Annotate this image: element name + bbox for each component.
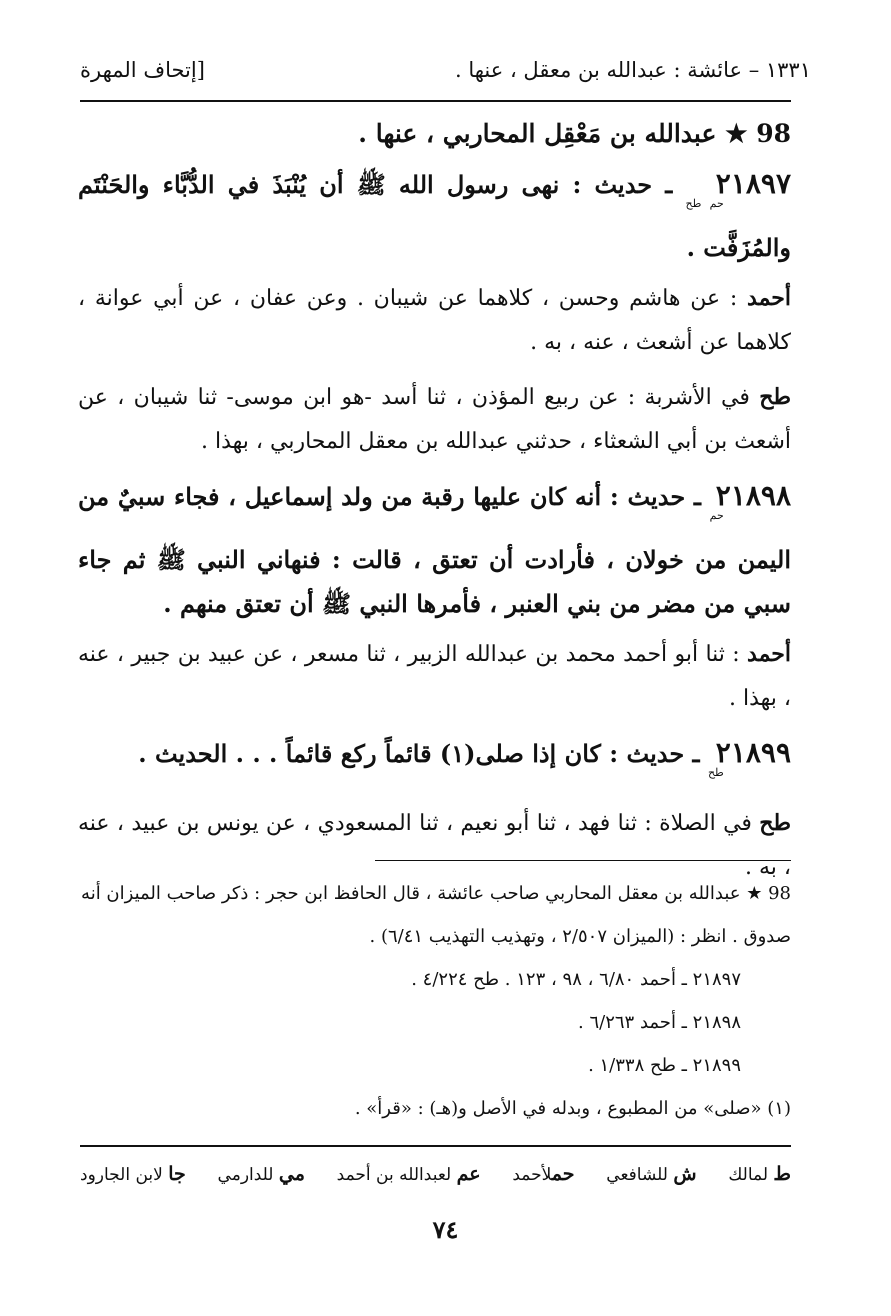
source-text: : ثنا أبو أحمد محمد بن عبدالله الزبير ، ثنا مسعر ، عن عبيد بن جبير ، عنه ، بهذا .: [78, 642, 791, 711]
book-title: [إتحاف المهرة: [80, 58, 205, 82]
legend-item: ش للشافعي: [606, 1163, 697, 1185]
footnote-rule: [375, 860, 791, 861]
source-label: أحمد: [747, 285, 791, 311]
legend-item: جا لابن الجارود: [80, 1163, 186, 1185]
footnote: ٢١٨٩٨ ـ أحمد ٦/٢٦٣ .: [578, 1012, 741, 1033]
source-label: طح: [759, 384, 791, 410]
footnote: ٢١٨٩٧ ـ أحمد ٦/٨٠ ، ٩٨ ، ١٢٣ . طح ٤/٢٢٤ .: [411, 969, 741, 990]
entry-title: 98 ★ عبدالله بن مَعْقِل المحاربي ، عنها .: [358, 119, 791, 148]
footnote: 98 ★ عبدالله بن معقل المحاربي صاحب عائشة ، قال الحافظ ابن حجر : ذكر صاحب الميزان أنه صدوق . انظر : (الميزان ٢/٥٠٧ ، وتهذيب التهذيب ٦/٤١) .: [81, 883, 791, 947]
hadith-sigla: طح: [707, 766, 724, 779]
abbreviation-legend: [80, 1154, 791, 1194]
page-number: ٧٤: [432, 1215, 459, 1244]
legend-item: عم لعبدالله بن أحمد: [336, 1163, 481, 1185]
hadith-number: ٢١٨٩٨: [715, 479, 791, 512]
hadith-sigla: حم: [709, 509, 724, 522]
source-paragraph: [78, 632, 791, 721]
main-text: [78, 112, 791, 900]
hadith-sigla: حم طح: [685, 197, 724, 210]
legend-item: حملأحمد: [512, 1163, 575, 1185]
header-rule: [80, 100, 791, 102]
source-label: طح: [759, 810, 791, 836]
hadith-text: ـ حديث : كان إذا صلى(١) قائماً ركع قائماً . . . الحديث .: [138, 739, 700, 768]
source-text: في الصلاة : ثنا فهد ، ثنا أبو نعيم ، ثنا المسعودي ، عن يونس بن عبيد ، عنه ، به .: [78, 811, 791, 880]
hadith-21897: [78, 162, 791, 270]
footnote: ٢١٨٩٩ ـ طح ١/٣٣٨ .: [588, 1055, 741, 1076]
source-paragraph: [78, 276, 791, 365]
legend-rule: [80, 1145, 791, 1147]
legend-item: مي للدارمي: [217, 1163, 305, 1185]
legend-item: ط لمالك: [728, 1163, 791, 1185]
footnote: (١) «صلى» من المطبوع ، وبدله في الأصل و(هـ) : «قرأ» .: [354, 1098, 791, 1119]
hadith-number: ٢١٨٩٧: [715, 167, 791, 200]
running-header: [80, 50, 811, 90]
hadith-text: ـ حديث : نهى رسول الله ﷺ أن يُنْبَذَ في الدُّبَّاء والحَنْتَم والمُزَفَّت .: [78, 170, 791, 262]
footnotes: [78, 872, 791, 1130]
source-label: أحمد: [747, 641, 791, 667]
source-paragraph: [78, 375, 791, 464]
hadith-21898: [78, 474, 791, 626]
hadith-21899: [78, 731, 791, 795]
source-text: في الأشربة : عن ربيع المؤذن ، ثنا أسد -هو ابن موسى- ثنا شيبان ، عن أشعث بن أبي الشعثاء ، حدثني عبدالله بن معقل المحاربي ، بهذا .: [78, 385, 791, 454]
source-text: : عن هاشم وحسن ، كلاهما عن شيبان . وعن عفان ، عن أبي عوانة ، كلاهما عن أشعث ، عنه ، به .: [78, 286, 791, 355]
chapter-title: ١٣٣١ – عائشة : عبدالله بن معقل ، عنها .: [454, 58, 811, 82]
hadith-number: ٢١٨٩٩: [715, 736, 791, 769]
hadith-text: ـ حديث : أنه كان عليها رقبة من ولد إسماعيل ، فجاء سبيٌ من اليمن من خولان ، فأرادت أن تعتق ، قالت : فنهاني النبي ﷺ ثم جاء سبي من مضر من بني العنبر ، فأمرها النبي ﷺ أن تعتق منهم .: [78, 482, 791, 618]
